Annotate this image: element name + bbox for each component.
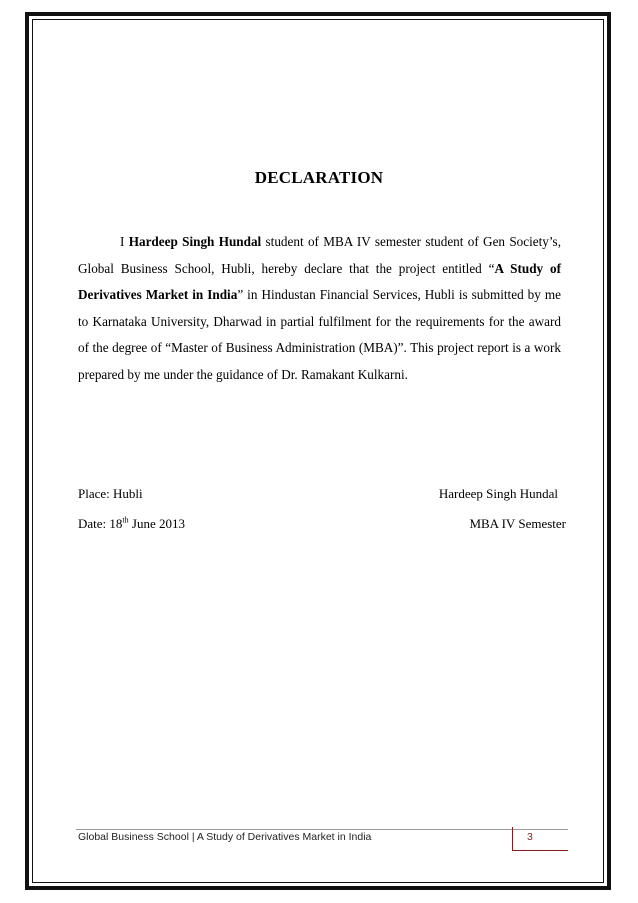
paragraph-part1: student of MBA IV semester student of Gen Society’s, Global Business School, Hubli, hereby declare that the project entitled “ (78, 234, 561, 276)
footer-page-box (512, 827, 568, 851)
page-number: 3 (527, 831, 533, 843)
date-suffix: June 2013 (128, 516, 185, 531)
paragraph-part2: ” in Hindustan Financial Services, Hubli is submitted by me to Karnataka University, Dharwad in partial fulfilment for the requirements for the award of the degree of “Master of Business Administration (MBA)”. This project report is a work prepared by me under the guidance of Dr. Ramakant Kulkarni. (78, 287, 561, 382)
date-line (78, 516, 185, 532)
date-prefix: Date: 18 (78, 516, 123, 531)
project-title: A Study of Derivatives Market in India (78, 260, 561, 302)
signatory-semester: MBA IV Semester (469, 516, 566, 531)
footer-divider (76, 829, 568, 830)
page-border-inner (32, 19, 604, 883)
footer-text: Global Business School | A Study of Derivatives Market in India (78, 831, 372, 843)
signatory-name: Hardeep Singh Hundal (438, 486, 558, 501)
student-name: Hardeep Singh Hundal (128, 234, 262, 249)
declaration-paragraph (78, 229, 561, 388)
paragraph-lead: I (120, 234, 129, 249)
date-superscript: th (122, 515, 129, 525)
place-line: Place: Hubli (78, 486, 143, 501)
page-title: DECLARATION (254, 168, 384, 187)
